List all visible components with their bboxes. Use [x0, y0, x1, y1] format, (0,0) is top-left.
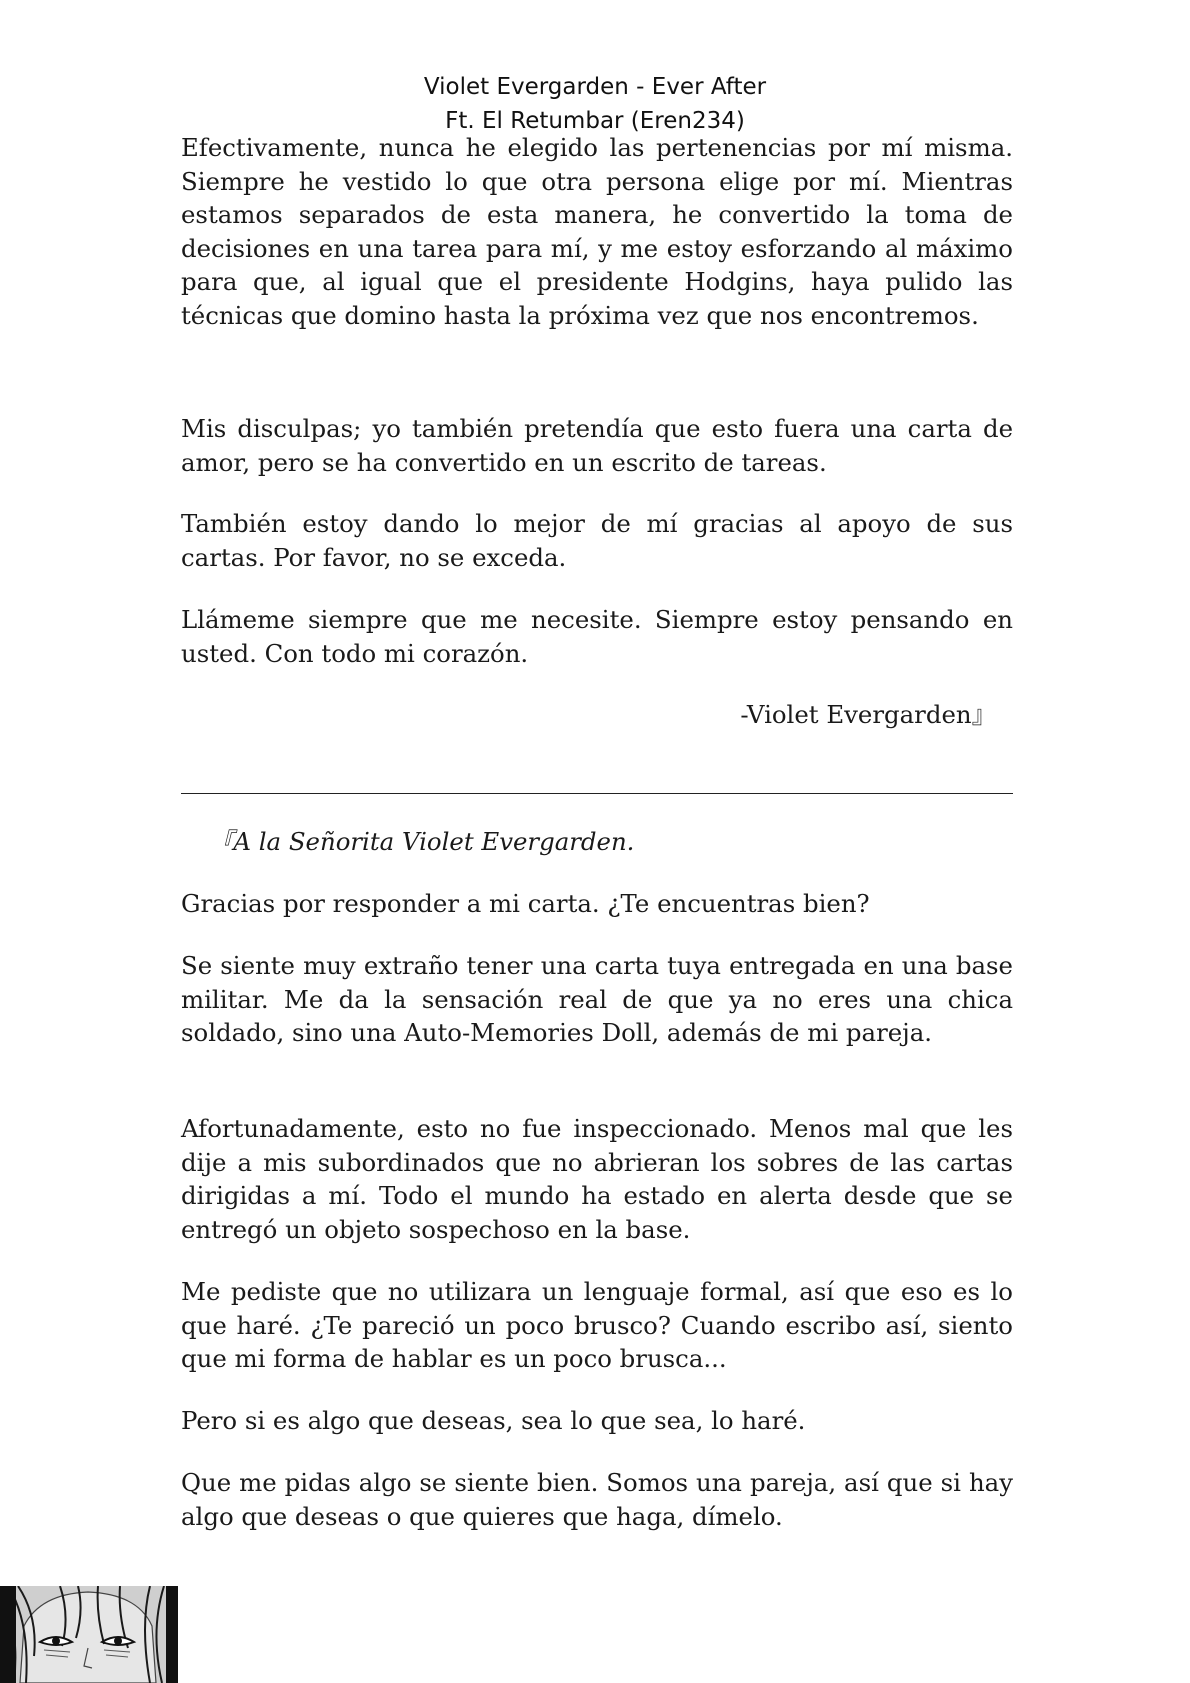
- letter-two-paragraph-1: Gracias por responder a mi carta. ¿Te encuentras bien?: [181, 889, 870, 918]
- letter-two-paragraph-6: Que me pidas algo se siente bien. Somos una pareja, así que si hay algo que deseas o que quieres que haga, dímelo.: [181, 1468, 1013, 1531]
- letter-divider: [181, 793, 1013, 794]
- letter-one-paragraph-4: Llámeme siempre que me necesite. Siempre estoy pensando en usted. Con todo mi corazón.: [181, 605, 1013, 668]
- letter-one-body-4: [181, 603, 1013, 670]
- letter-one-body-3: [181, 507, 1013, 574]
- character-illustration: [0, 1586, 178, 1683]
- letter-one-body: [181, 131, 1013, 333]
- letter-two-body-6: [181, 1466, 1013, 1533]
- letter-one-signature: -Violet Evergarden』: [740, 700, 996, 729]
- letter-two-body-1: [181, 887, 1013, 921]
- letter-two-body-3: [181, 1112, 1013, 1246]
- letter-one-signature-block: [181, 698, 1013, 732]
- letter-two-body-2: [181, 949, 1013, 1050]
- header-credit: Ft. El Retumbar (Eren234): [445, 108, 745, 134]
- letter-one-paragraph-3: También estoy dando lo mejor de mí gracias al apoyo de sus cartas. Por favor, no se exceda.: [181, 509, 1013, 572]
- letter-one-body-2: [181, 412, 1013, 479]
- page-header: [0, 70, 1190, 138]
- letter-two-paragraph-2: Se siente muy extraño tener una carta tuya entregada en una base militar. Me da la sensación real de que ya no eres una chica soldado, sino una Auto-Memories Doll, además de mi pareja.: [181, 951, 1013, 1048]
- letter-two-salutation: 『A la Señorita Violet Evergarden.: [209, 827, 635, 856]
- letter-two-body-5: [181, 1404, 1013, 1438]
- header-title: Violet Evergarden - Ever After: [423, 74, 767, 100]
- letter-two-paragraph-4: Me pediste que no utilizara un lenguaje formal, así que eso es lo que haré. ¿Te pareció un poco brusco? Cuando escribo así, siento que mi forma de hablar es un poco brusca...: [181, 1277, 1013, 1374]
- letter-two-paragraph-3: Afortunadamente, esto no fue inspeccionado. Menos mal que les dije a mis subordinados que no abrieran los sobres de las cartas dirigidas a mí. Todo el mundo ha estado en alerta desde que se entregó un objeto sospechoso en la base.: [181, 1114, 1013, 1244]
- letter-one-paragraph-2: Mis disculpas; yo también pretendía que esto fuera una carta de amor, pero se ha convertido en un escrito de tareas.: [181, 414, 1013, 477]
- letter-two-paragraph-5: Pero si es algo que deseas, sea lo que sea, lo haré.: [181, 1406, 806, 1435]
- letter-two-body-4: [181, 1275, 1013, 1376]
- letter-two-salutation-block: [181, 825, 1013, 859]
- letter-one-paragraph-1: Efectivamente, nunca he elegido las pertenencias por mí misma. Siempre he vestido lo que otra persona elige por mí. Mientras estamos separados de esta manera, he convertido la toma de decisiones en una tarea para mí, y me estoy esforzando al máximo para que, al igual que el presidente Hodgins, haya pulido las técnicas que domino hasta la próxima vez que nos encontremos.: [181, 133, 1013, 330]
